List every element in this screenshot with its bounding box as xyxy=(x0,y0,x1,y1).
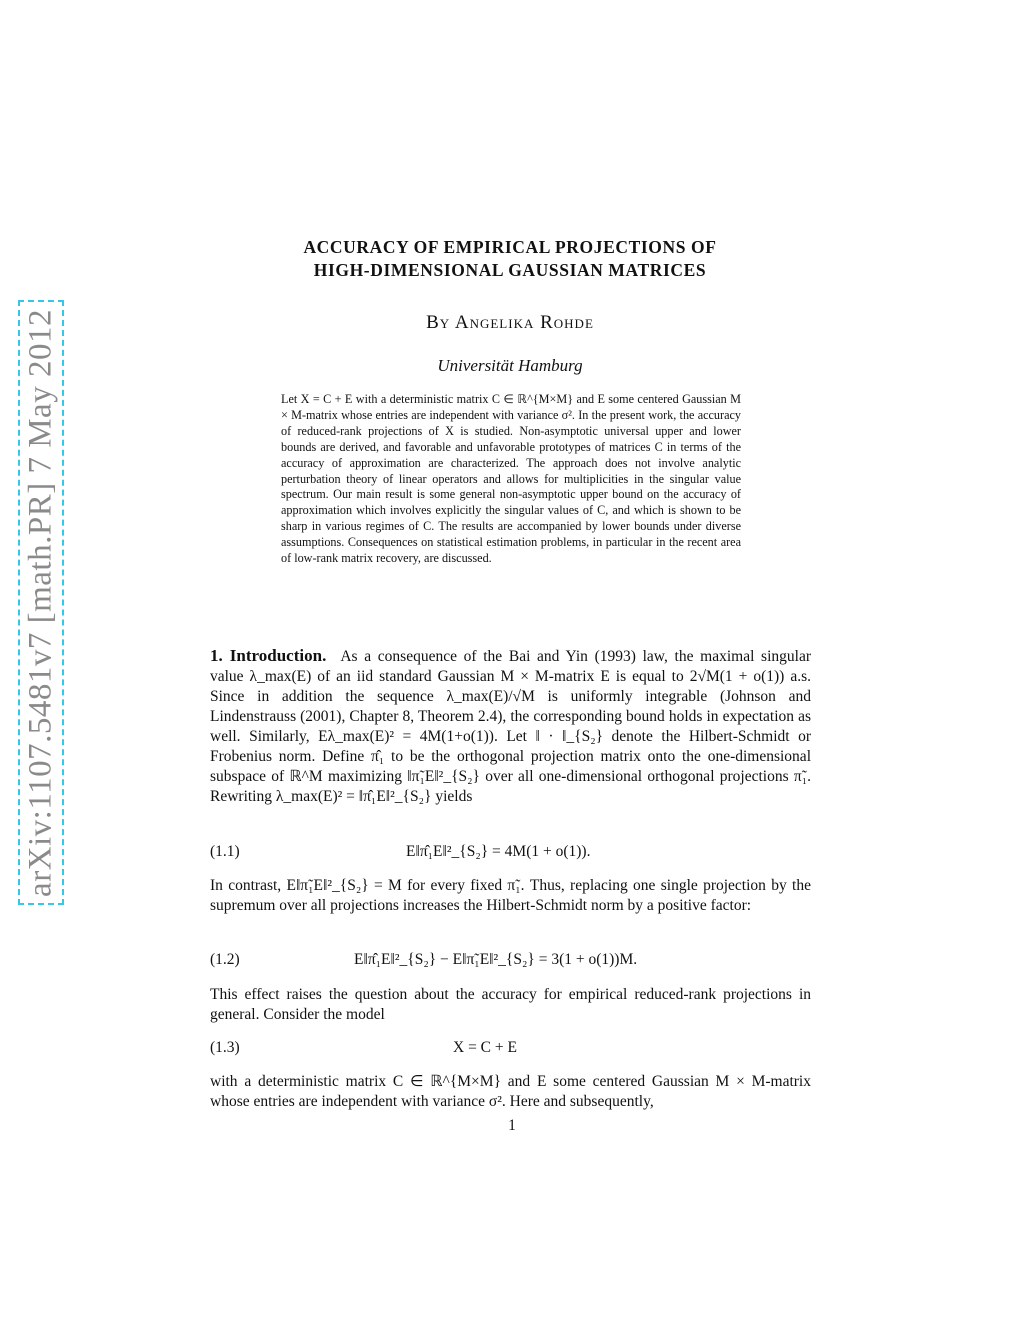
equation-1-1 xyxy=(210,843,811,867)
title-line-2: HIGH-DIMENSIONAL GAUSSIAN MATRICES xyxy=(313,260,707,280)
equation-number: (1.3) xyxy=(210,1039,240,1056)
equation-content: E‖π̂₁E‖²_{S₂} = 4M(1 + o(1)). xyxy=(406,843,591,860)
intro-section xyxy=(210,646,811,807)
arxiv-stamp xyxy=(18,300,64,905)
equation-1-2 xyxy=(210,951,811,975)
paper-title xyxy=(200,236,820,282)
final-paragraph: with a deterministic matrix C ∈ ℝ^{M×M} and E some centered Gaussian M × M-matrix whose entries are independent with variance σ². Here and subsequently, xyxy=(210,1073,811,1110)
contrast-paragraph: In contrast, E‖π̃₁E‖²_{S₂} = M for every fixed π̃₁. Thus, replacing one single projection by the supremum over all projections increases the Hilbert-Schmidt norm by a positive factor: xyxy=(210,877,811,914)
effect-paragraph: This effect raises the question about the accuracy for empirical reduced-rank projections in general. Consider the model xyxy=(210,986,811,1023)
author: By Angelika Rohde xyxy=(426,312,594,333)
equation-content: X = C + E xyxy=(453,1039,517,1056)
intro-paragraph: As a consequence of the Bai and Yin (1993) law, the maximal singular value λ_max(E) of an iid standard Gaussian M × M-matrix E is equal to 2√M(1 + o(1)) a.s. Since in addition the sequence λ_max(E)/√M is uniformly integrable (Johnson and Lindenstrauss (2001), Chapter 8, Theorem 2.4), the corresponding bound holds in expectation as well. Similarly, Eλ_max(E)² = 4M(1+o(1)). Let ‖ · ‖_{S₂} denote the Hilbert-Schmidt or Frobenius norm. Define π̂₁ to be the orthogonal projection matrix onto the one-dimensional subspace of ℝ^M maximizing ‖π̃₁E‖²_{S₂} over all one-dimensional orthogonal projections π̃₁. Rewriting λ_max(E)² = ‖π̂₁E‖²_{S₂} yields xyxy=(210,648,811,805)
abstract: Let X = C + E with a deterministic matrix C ∈ ℝ^{M×M} and E some centered Gaussian M × M-matrix whose entries are independent with variance σ². In the present work, the accuracy of reduced-rank projections of X is studied. Non-asymptotic universal upper and lower bounds are derived, and favorable and unfavorable prototypes of matrices C in terms of the accuracy of approximation are characterized. The approach does not involve analytic perturbation theory of linear operators and allows for multiplicities in the singular value spectrum. Our main result is some general non-asymptotic upper bound on the accuracy of approximation which involves explicitly the singular values of C, and which is shown to be sharp in various regimes of C. The results are accompanied by lower bounds under diverse assumptions. Consequences on statistical estimation problems, in particular in the recent area of low-rank matrix recovery, are discussed. xyxy=(281,392,741,566)
equation-number: (1.2) xyxy=(210,951,240,968)
arxiv-stamp-text: arXiv:1107.5481v7 [math.PR] 7 May 2012 xyxy=(22,308,59,897)
section-heading: 1. Introduction. xyxy=(210,646,327,665)
equation-content: E‖π̂₁E‖²_{S₂} − E‖π̃₁E‖²_{S₂} = 3(1 + o(1))M. xyxy=(354,951,638,968)
page-number: 1 xyxy=(508,1117,516,1134)
title-line-1: ACCURACY OF EMPIRICAL PROJECTIONS OF xyxy=(303,237,717,257)
equation-number: (1.1) xyxy=(210,843,240,860)
equation-1-3 xyxy=(210,1039,811,1063)
affiliation: Universität Hamburg xyxy=(437,356,583,375)
